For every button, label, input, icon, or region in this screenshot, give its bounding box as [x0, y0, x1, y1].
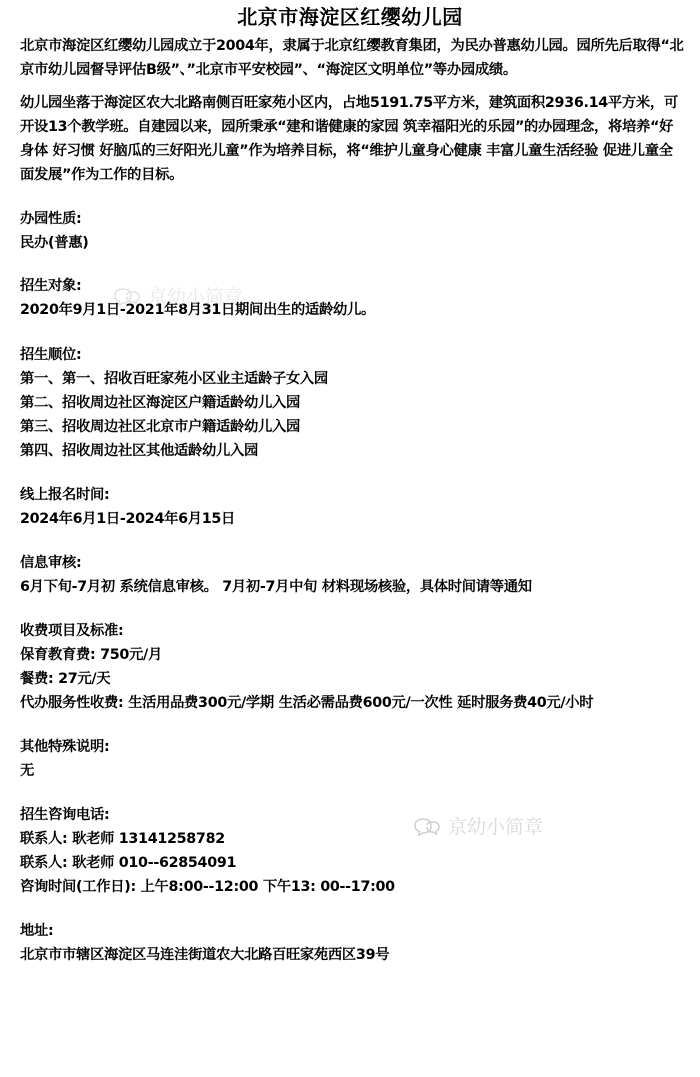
intro-paragraph-1: 北京市海淀区红缨幼儿园成立于2004年，隶属于北京红缨教育集团，为民办普惠幼儿园。园所先后取得“北京市幼儿园督导评估B级”、”北京市平安校园”、“海淀区文明单位”等办园成绩。: [20, 38, 684, 78]
contact-item-2: 联系人: 耿老师 010--62854091: [20, 855, 237, 871]
review-label: 信息审核:: [20, 555, 82, 571]
wechat-icon: [412, 816, 442, 836]
priority-item-2: 第二、招收周边社区海淀区户籍适龄幼儿入园: [20, 395, 300, 411]
fees-item-3: 代办服务性收费: 生活用品费300元/学期 生活必需品费600元/一次性 延时服务费40元/小时: [20, 695, 594, 711]
address-label: 地址:: [20, 923, 54, 939]
page-title: 北京市海淀区红缨幼儿园: [237, 5, 463, 29]
target-label: 招生对象:: [20, 278, 82, 294]
fees-label: 收费项目及标准:: [20, 623, 124, 639]
wechat-icon: [112, 286, 142, 306]
priority-item-4: 第四、招收周边社区其他适龄幼儿入园: [20, 443, 258, 459]
signup-label: 线上报名时间:: [20, 487, 110, 503]
contact-item-1: 联系人: 耿老师 13141258782: [20, 831, 225, 847]
other-label: 其他特殊说明:: [20, 739, 110, 755]
watermark-text-2: 京幼小简章: [448, 816, 544, 838]
address-value: 北京市市辖区海淀区马连洼街道农大北路百旺家苑西区39号: [20, 947, 390, 963]
contact-label: 招生咨询电话:: [20, 807, 110, 823]
nature-value: 民办(普惠): [20, 235, 89, 251]
intro-paragraph-2: 幼儿园坐落于海淀区农大北路南侧百旺家苑小区内，占地5191.75平方米，建筑面积2936.14平方米，可开设13个教学班。自建园以来，园所秉承“建和谐健康的家园 筑幸福阳光的乐园”的办园理念，将培养“好身体 好习惯 好脑瓜的三好阳光儿童”作为培养目标，将“维护儿童身心健康 丰富儿童生活经验 促进儿童全面发展”作为工作的目标。: [20, 95, 678, 183]
watermark-2: [412, 812, 543, 839]
priority-item-1: 第一、第一、招收百旺家苑小区业主适龄子女入园: [20, 371, 328, 387]
watermark-text-1: 京幼小简章: [148, 286, 244, 308]
watermark-1: [112, 282, 243, 309]
target-value: 2020年9月1日-2021年8月31日期间出生的适龄幼儿。: [20, 302, 376, 318]
priority-label: 招生顺位:: [20, 347, 82, 363]
fees-item-2: 餐费: 27元/天: [20, 671, 111, 687]
fees-item-1: 保育教育费: 750元/月: [20, 647, 162, 663]
nature-label: 办园性质:: [20, 211, 82, 227]
review-value: 6月下旬-7月初 系统信息审核。 7月初-7月中旬 材料现场核验，具体时间请等通知: [20, 579, 532, 595]
other-value: 无: [20, 763, 34, 779]
contact-item-3: 咨询时间(工作日): 上午8:00--12:00 下午13: 00--17:00: [20, 879, 395, 895]
priority-item-3: 第三、招收周边社区北京市户籍适龄幼儿入园: [20, 419, 300, 435]
signup-value: 2024年6月1日-2024年6月15日: [20, 511, 236, 527]
